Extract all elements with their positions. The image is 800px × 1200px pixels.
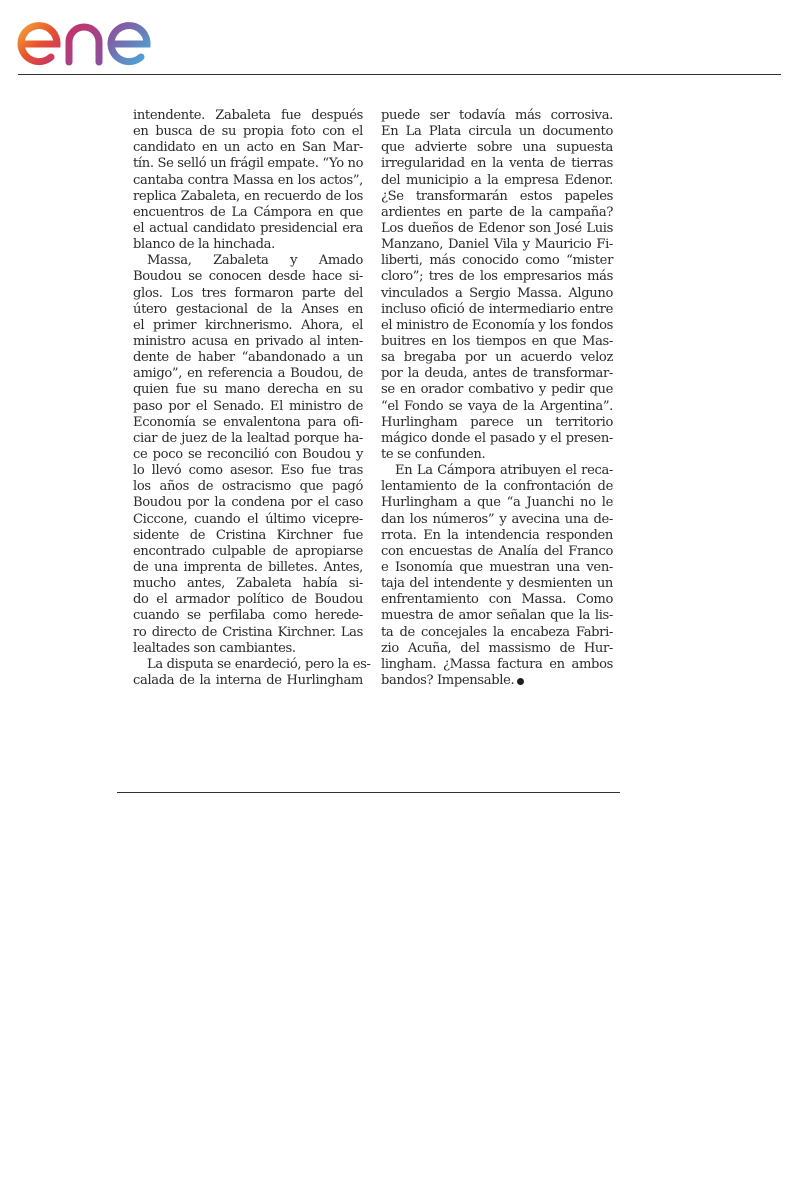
line-text: el actual candidato presidencial era <box>133 220 363 236</box>
end-of-article-mark-icon <box>517 678 524 685</box>
line-text: intendente. Zabaleta fue después <box>133 108 363 123</box>
line-text: zio Acuña, del massismo de Hur- <box>381 640 613 656</box>
line-text: cuando se perfilaba como herede- <box>133 608 363 624</box>
article-text-line <box>133 318 363 334</box>
line-text: ciar de juez de la lealtad porque ha- <box>133 430 363 446</box>
article-text-line <box>381 431 613 447</box>
line-text: Boudou por la condena por el caso <box>133 495 363 511</box>
line-text: de una imprenta de billetes. Antes, <box>133 559 363 575</box>
line-text: taja del intendente y desmienten un <box>381 576 613 592</box>
article-text-line <box>133 382 363 398</box>
article-text-line <box>133 528 363 544</box>
article-text-line <box>133 302 363 318</box>
line-text: útero gestacional de la Anses en <box>133 301 363 317</box>
line-text: puede ser todavía más corrosiva. <box>381 108 613 123</box>
line-text: e Isonomía que muestran una ven- <box>381 559 613 575</box>
article-text-line <box>133 140 363 156</box>
article-text-line <box>381 479 613 495</box>
article-text-line <box>133 286 363 302</box>
line-text: el ministro de Economía y los fondos <box>381 317 613 333</box>
article-text-line <box>381 495 613 511</box>
article-column-right <box>381 108 613 748</box>
article-text-line <box>381 463 613 479</box>
article-text-line <box>133 237 363 253</box>
line-text: lingham. ¿Massa factura en ambos <box>381 656 613 672</box>
line-text: amigo”, en referencia a Boudou, de <box>133 366 363 382</box>
line-text: que advierte sobre una supuesta <box>381 140 613 156</box>
line-text: cantaba contra Massa en los actos”, <box>133 172 363 188</box>
article-text-line <box>381 366 613 382</box>
line-text: con encuestas de Analía del Franco <box>381 543 613 559</box>
line-text: Ciccone, cuando el último vicepre- <box>133 511 363 527</box>
line-text: del municipio a la empresa Edenor. <box>381 172 613 188</box>
article-text-line <box>133 576 363 592</box>
line-text: ro directo de Cristina Kirchner. Las <box>133 624 363 640</box>
line-text: cloro”; tres de los empresarios más <box>381 269 613 285</box>
article-text-line <box>133 156 363 172</box>
article-text-line <box>381 415 613 431</box>
line-text: do el armador político de Boudou <box>133 592 363 608</box>
line-text: “el Fondo se vaya de la Argentina”. <box>381 398 613 414</box>
line-text: En La Cámpora atribuyen el reca- <box>395 463 613 479</box>
article-text-line <box>133 253 363 269</box>
article-text-line <box>133 592 363 608</box>
article-text-line <box>133 205 363 221</box>
line-text: ta de concejales la encabeza Fabri- <box>381 624 613 640</box>
line-text: quien fue su mano derecha en su <box>133 382 363 398</box>
article-text-line <box>381 189 613 205</box>
article-text-line <box>133 625 363 641</box>
line-text: Hurlingham a que “a Juanchi no le <box>381 495 613 511</box>
article-text-line <box>381 253 613 269</box>
article-text-line <box>381 382 613 398</box>
line-text: La disputa se enardeció, pero la es- <box>147 656 371 672</box>
article-text-line <box>381 350 613 366</box>
line-text: Boudou se conocen desde hace si- <box>133 269 363 285</box>
article-text-line <box>381 205 613 221</box>
line-text: ministro acusa en privado al inten- <box>133 333 363 349</box>
line-text: mucho antes, Zabaleta había si- <box>133 576 363 592</box>
article-text-line <box>133 512 363 528</box>
line-text: calada de la interna de Hurlingham <box>133 672 363 688</box>
article-text-line <box>381 544 613 560</box>
article-text-line <box>381 641 613 657</box>
article-text-line <box>381 221 613 237</box>
article-text-line <box>381 108 613 124</box>
line-text: enfrentamiento con Massa. Como <box>381 592 613 608</box>
line-text: mágico donde el pasado y el presen- <box>381 430 613 446</box>
article-text-line <box>133 544 363 560</box>
article-text-line <box>381 302 613 318</box>
line-text: encontrado culpable de apropiarse <box>133 543 363 559</box>
enel-logo <box>17 4 182 70</box>
article-text-line <box>381 140 613 156</box>
article-text-line <box>381 334 613 350</box>
article-text-line <box>381 318 613 334</box>
header-divider <box>18 74 781 75</box>
line-text: vinculados a Sergio Massa. Alguno <box>381 285 613 301</box>
article-text-line <box>381 608 613 624</box>
article-body <box>133 108 613 748</box>
article-text-line <box>381 512 613 528</box>
article-text-line <box>381 237 613 253</box>
line-text: en busca de su propia foto con el <box>133 124 363 140</box>
article-text-line <box>133 463 363 479</box>
line-text: Manzano, Daniel Vila y Mauricio Fi- <box>381 237 613 253</box>
article-text-line <box>133 415 363 431</box>
line-text: Hurlingham parece un territorio <box>381 414 613 430</box>
line-text: por la deuda, antes de transformar- <box>381 366 613 382</box>
line-text: replica Zabaleta, en recuerdo de los <box>133 188 363 204</box>
line-text: dan los números” y avecina una de- <box>381 511 613 527</box>
line-text: liberti, más conocido como “mister <box>381 253 613 269</box>
article-text-line <box>381 528 613 544</box>
line-text: sidente de Cristina Kirchner fue <box>133 527 363 543</box>
article-text-line <box>133 189 363 205</box>
line-text: ardientes en parte de la campaña? <box>381 204 613 220</box>
line-text: lealtades son cambiantes. <box>133 640 296 656</box>
article-text-line <box>381 657 613 673</box>
line-text: muestra de amor señalan que la lis- <box>381 608 613 624</box>
article-text-line <box>133 108 363 124</box>
article-text-line <box>133 173 363 189</box>
line-text: lo llevó como asesor. Eso fue tras <box>133 463 363 479</box>
article-text-line <box>133 431 363 447</box>
article-text-line <box>133 641 363 657</box>
article-text-line <box>133 269 363 285</box>
article-end-divider <box>117 792 620 793</box>
article-text-line <box>133 673 363 689</box>
line-text: tín. Se selló un frágil empate. “Yo no <box>133 156 364 172</box>
article-text-line <box>381 673 613 689</box>
article-text-line <box>381 399 613 415</box>
article-text-line <box>133 366 363 382</box>
article-text-line <box>133 124 363 140</box>
article-text-line <box>133 479 363 495</box>
line-text: Economía se envalentona para ofi- <box>133 414 363 430</box>
line-text: bandos? Impensable. <box>381 672 515 688</box>
line-text: dente de haber “abandonado a un <box>133 350 363 366</box>
line-text: lentamiento de la confrontación de <box>381 479 613 495</box>
article-text-line <box>381 156 613 172</box>
article-text-line <box>381 173 613 189</box>
article-text-line <box>381 625 613 641</box>
line-text: blanco de la hinchada. <box>133 237 275 253</box>
article-text-line <box>133 221 363 237</box>
article-text-line <box>381 576 613 592</box>
line-text: rrota. En la intendencia responden <box>381 527 613 543</box>
article-column-left <box>133 108 371 748</box>
article-text-line <box>381 447 613 463</box>
article-text-line <box>381 592 613 608</box>
article-text-line <box>381 560 613 576</box>
article-text-line <box>133 447 363 463</box>
line-text: candidato en un acto en San Mar- <box>133 140 363 156</box>
line-text: paso por el Senado. El ministro de <box>133 398 363 414</box>
line-text: ¿Se transformarán estos papeles <box>381 188 613 204</box>
line-text: los años de ostracismo que pagó <box>133 479 363 495</box>
line-text: buitres en los tiempos en que Mas- <box>381 333 613 349</box>
article-text-line <box>133 656 371 673</box>
article-text-line <box>133 350 363 366</box>
article-text-line <box>133 495 363 511</box>
article-text-line <box>381 124 613 140</box>
article-text-line <box>133 608 363 624</box>
article-text-line <box>133 560 363 576</box>
line-text: sa bregaba por un acuerdo veloz <box>381 350 613 366</box>
article-text-line <box>381 286 613 302</box>
page-header <box>0 0 800 76</box>
line-text: incluso ofició de intermediario entre <box>381 301 613 317</box>
article-text-line <box>133 399 363 415</box>
line-text: ce poco se reconcilió con Boudou y <box>133 446 363 462</box>
line-text: Los dueños de Edenor son José Luis <box>381 220 613 236</box>
line-text: irregularidad en la venta de tierras <box>381 156 613 172</box>
line-text: En La Plata circula un documento <box>381 124 613 140</box>
article-text-line <box>381 269 613 285</box>
line-text: te se confunden. <box>381 446 486 462</box>
line-text: encuentros de La Cámpora en que <box>133 204 363 220</box>
line-text: Massa, Zabaleta y Amado <box>147 253 363 269</box>
line-text: glos. Los tres formaron parte del <box>133 285 363 301</box>
line-text: se en orador combativo y pedir que <box>381 382 613 398</box>
line-text: el primer kirchnerismo. Ahora, el <box>133 317 363 333</box>
article-text-line <box>133 334 363 350</box>
